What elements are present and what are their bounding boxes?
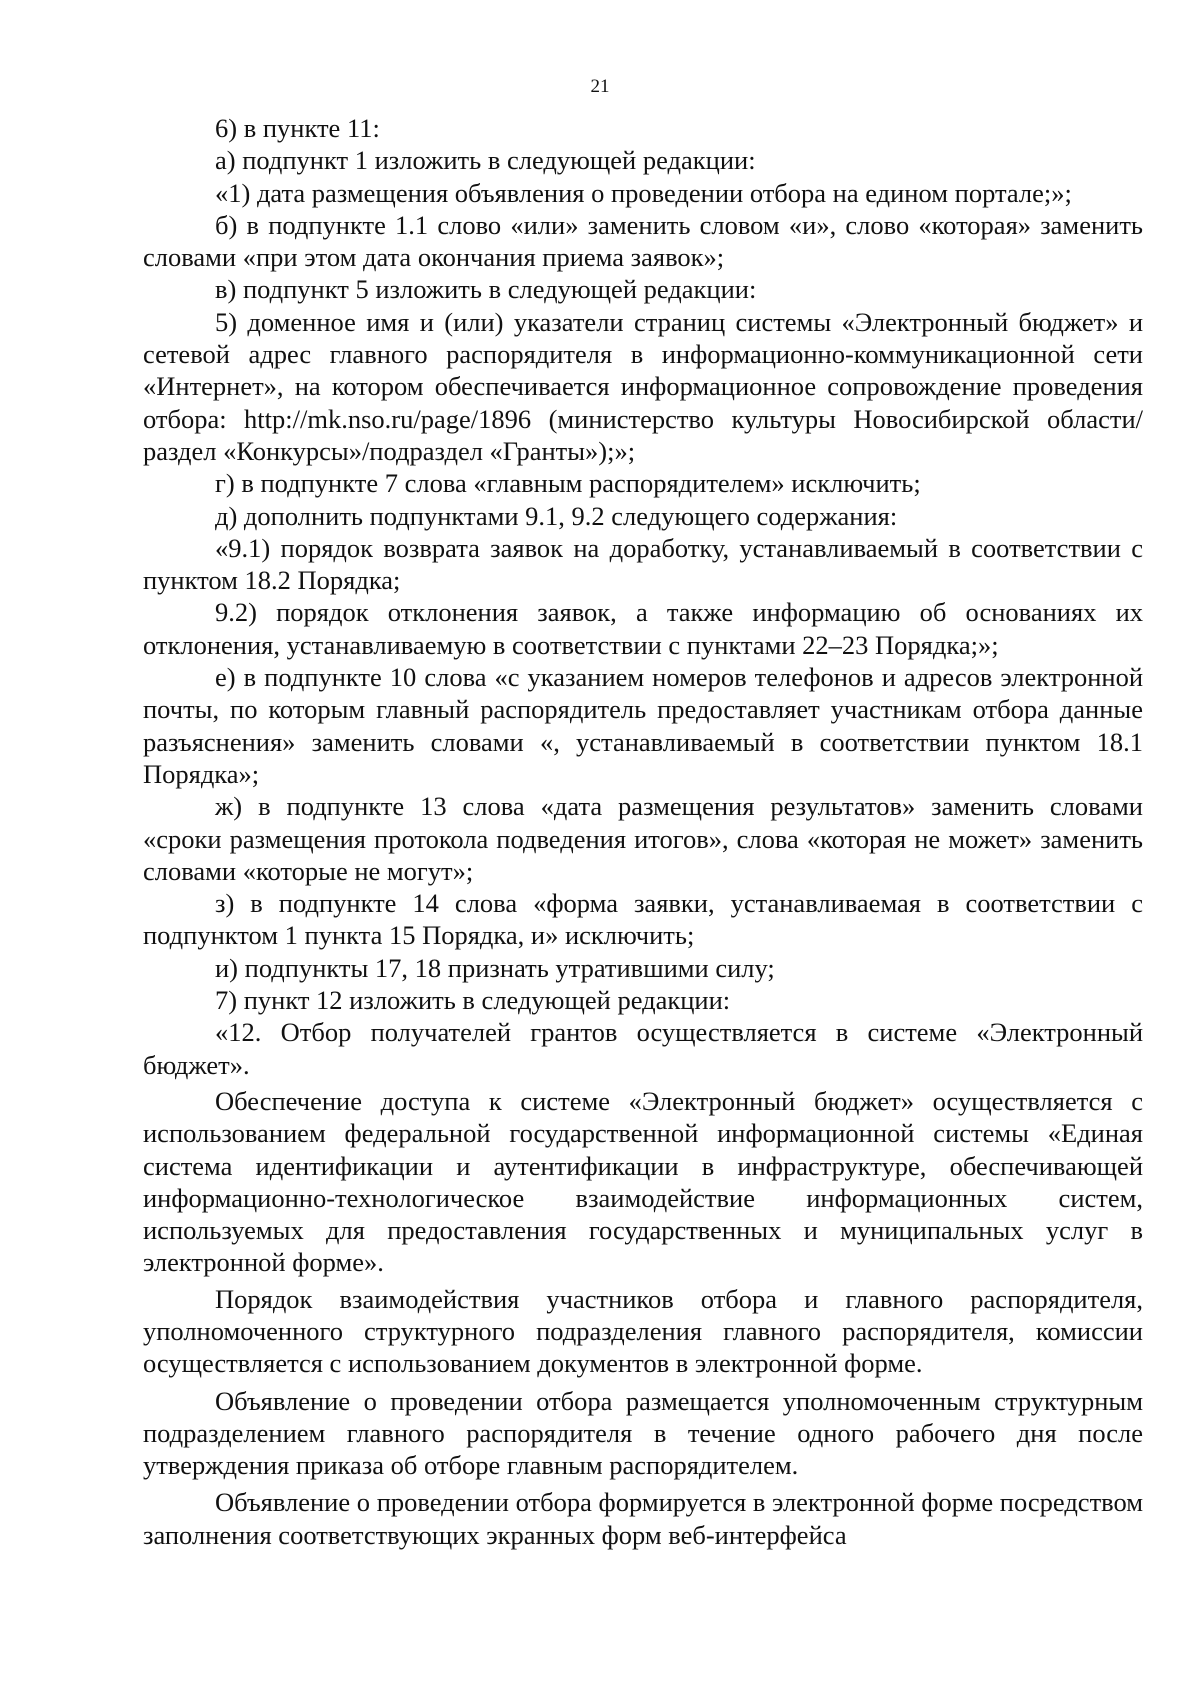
- paragraph: 5) доменное имя и (или) указатели страниц системы «Электронный бюджет» и сетевой адрес главного распорядителя в информационно-коммуникационной сети «Интернет», на котором обеспечивается информационное сопровождение проведения отбора: http://mk.nso.ru/page/1896 (министерство культуры Новосибирской области/раздел «Конкурсы»/подраздел «Гранты»);»;: [143, 306, 1143, 466]
- paragraph: ж) в подпункте 13 слова «дата размещения результатов» заменить словами «сроки размещения протокола подведения итогов», слова «которая не может» заменить словами «которые не могут»;: [143, 791, 1143, 886]
- paragraph: Порядок взаимодействия участников отбора и главного распорядителя, уполномоченного структурного подразделения главного распорядителя, комиссии осуществляется с использованием документов в электронной форме.: [143, 1283, 1143, 1379]
- paragraph: з) в подпункте 14 слова «форма заявки, устанавливаемая в соответствии с подпунктом 1 пункта 15 Порядка, и» исключить;: [143, 888, 1143, 951]
- paragraph: д) дополнить подпунктами 9.1, 9.2 следующего содержания:: [215, 500, 898, 531]
- paragraph: «12. Отбор получателей грантов осуществляется в системе «Электронный бюджет».: [143, 1017, 1143, 1080]
- paragraph: Объявление о проведении отбора формируется в электронной форме посредством заполнения соответствующих экранных форм веб-интерфейса: [143, 1487, 1143, 1550]
- paragraph: б) в подпункте 1.1 слово «или» заменить словом «и», слово «которая» заменить словами «при этом дата окончания приема заявок»;: [143, 209, 1143, 273]
- document-body: [143, 112, 1143, 1551]
- paragraph: в) подпункт 5 изложить в следующей редакции:: [215, 274, 757, 305]
- paragraph: е) в подпункте 10 слова «с указанием номеров телефонов и адресов электронной почты, по которым главный распорядитель предоставляет участникам отбора данные разъяснения» заменить словами «, устанавливаемый в соответствии пунктом 18.1 Порядка»;: [143, 662, 1143, 789]
- paragraph: 9.2) порядок отклонения заявок, а также информацию об основаниях их отклонения, устанавливаемую в соответствии с пунктами 22–23 Порядка;»;: [143, 597, 1143, 660]
- paragraph: 6) в пункте 11:: [215, 113, 380, 143]
- paragraph: 7) пункт 12 изложить в следующей редакции:: [215, 985, 731, 1016]
- paragraph: а) подпункт 1 изложить в следующей редакции:: [215, 145, 756, 176]
- paragraph: Объявление о проведении отбора размещается уполномоченным структурным подразделением главного распорядителя в течение одного рабочего дня после утверждения приказа об отборе главным распорядителем.: [143, 1385, 1143, 1481]
- paragraph: и) подпункты 17, 18 признать утратившими силу;: [215, 952, 775, 983]
- paragraph: г) в подпункте 7 слова «главным распорядителем» исключить;: [215, 468, 921, 499]
- page-number: 21: [590, 76, 610, 97]
- paragraph: Обеспечение доступа к системе «Электронный бюджет» осуществляется с использованием федеральной государственной информационной системы «Единая система идентификации и аутентификации в инфраструктуре, обеспечивающей информационно-технологическое взаимодействие информационных систем, используемых для предоставления государственных и муниципальных услуг в электронной форме».: [143, 1085, 1143, 1278]
- paragraph: «1) дата размещения объявления о проведении отбора на едином портале;»;: [215, 177, 1072, 208]
- paragraph: «9.1) порядок возврата заявок на доработку, устанавливаемый в соответствии с пунктом 18.2 Порядка;: [143, 532, 1143, 596]
